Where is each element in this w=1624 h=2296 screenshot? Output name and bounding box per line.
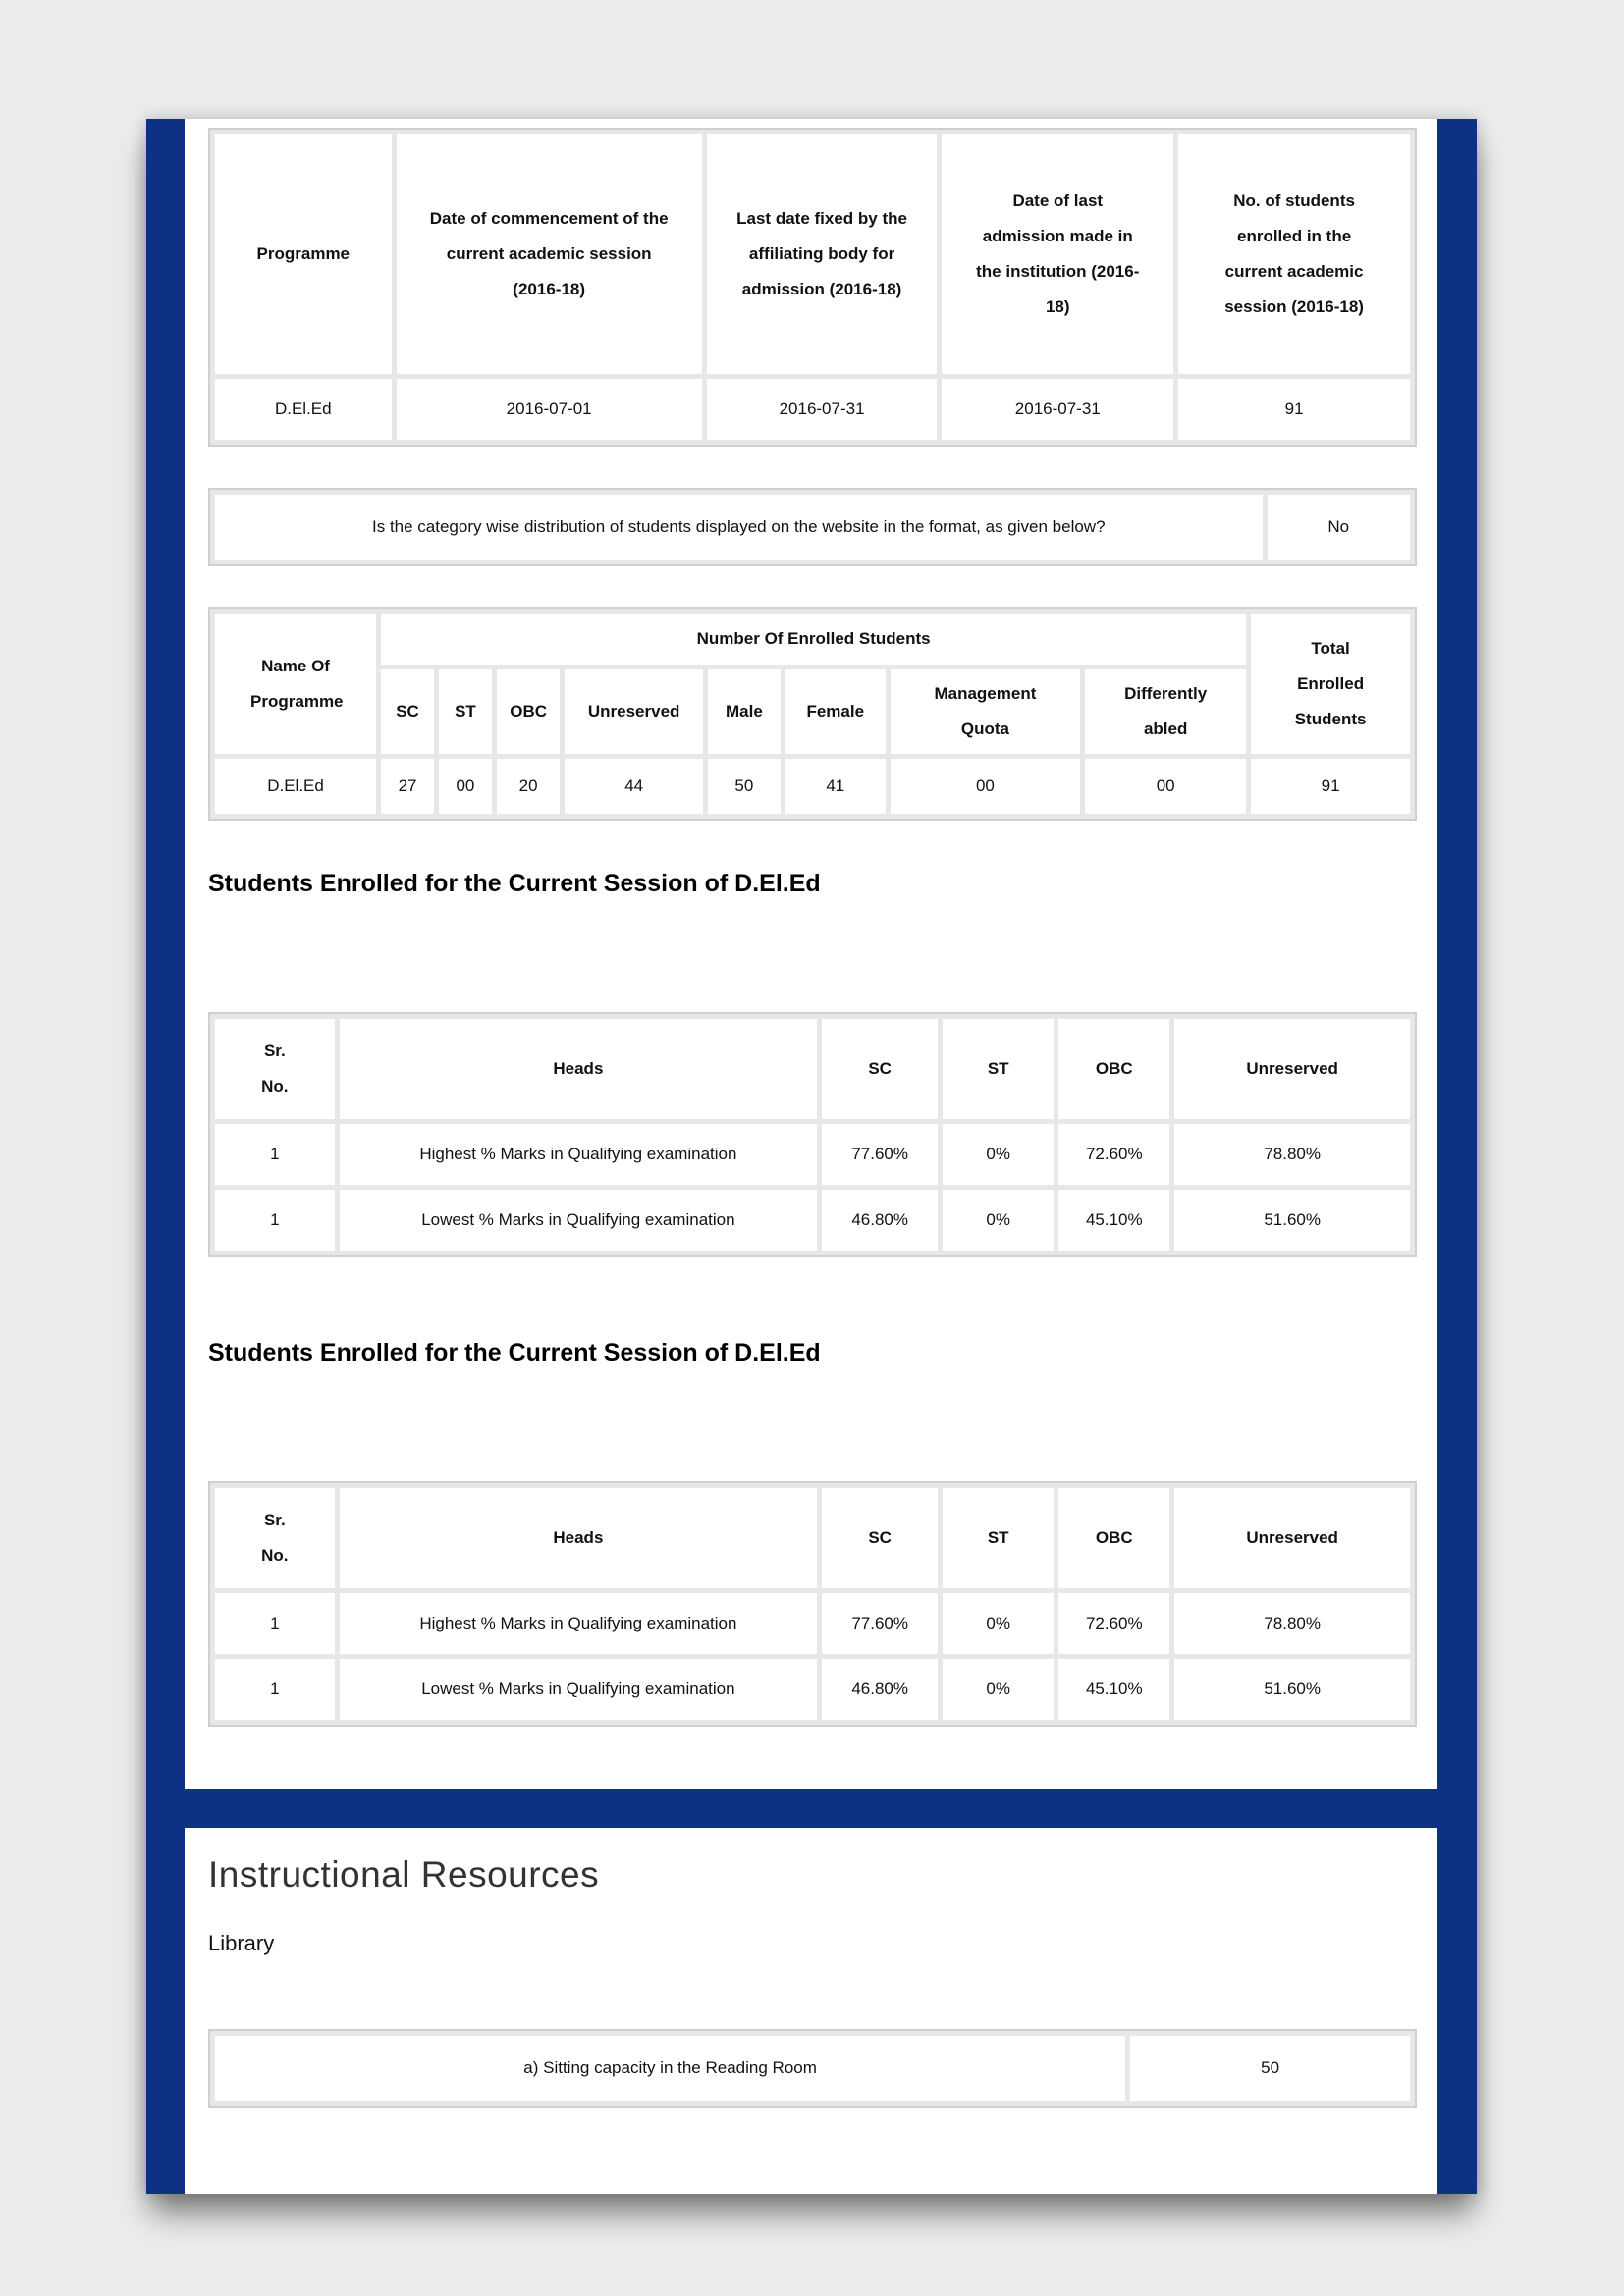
admission-header-row [215,134,1410,374]
enrollment-unreserved: 44 [565,759,703,814]
enrollment-obc: 20 [497,759,560,814]
marks-header-st: ST [943,1019,1054,1119]
marks-header-heads: Heads [340,1488,818,1588]
enrollment-header-unreserved: Unreserved [565,669,703,754]
marks-srno: 1 [215,1124,335,1185]
marks-sc-value: 77.60% [822,1124,938,1185]
marks-header-srno: Sr. No. [215,1019,335,1119]
marks-header-obc: OBC [1058,1488,1169,1588]
admission-programme-value: D.El.Ed [215,379,392,440]
admission-dates-table [208,128,1417,447]
marks-head-label: Highest % Marks in Qualifying examination [340,1593,818,1654]
marks-header-st: ST [943,1488,1054,1588]
question-row [215,495,1410,560]
enrollment-male: 50 [708,759,781,814]
marks-header-sc: SC [822,1019,938,1119]
library-table [208,2029,1417,2108]
marks-obc-value: 72.60% [1058,1593,1169,1654]
marks-unreserved-value: 78.80% [1174,1593,1410,1654]
marks-sc-value: 46.80% [822,1659,938,1720]
marks-unreserved-value: 51.60% [1174,1659,1410,1720]
marks-header-row [215,1488,1410,1588]
marks-st-value: 0% [943,1659,1054,1720]
marks-srno: 1 [215,1190,335,1251]
enrollment-differently-abled: 00 [1085,759,1246,814]
marks-header-obc: OBC [1058,1019,1169,1119]
marks-section-heading-1: Students Enrolled for the Current Session of D.El.Ed [208,870,821,897]
library-subtitle: Library [208,1931,275,1955]
marks-obc-value: 45.10% [1058,1190,1169,1251]
marks-st-value: 0% [943,1593,1054,1654]
marks-head-label: Highest % Marks in Qualifying examination [340,1124,818,1185]
marks-st-value: 0% [943,1190,1054,1251]
enrollment-header-total: Total Enrolled Students [1251,614,1410,754]
enrollment-management-quota: 00 [891,759,1080,814]
marks-unreserved-value: 78.80% [1174,1124,1410,1185]
report-document [146,119,1477,2194]
enrollment-st: 00 [439,759,492,814]
question-answer: No [1268,495,1410,560]
marks-head-label: Lowest % Marks in Qualifying examination [340,1659,818,1720]
enrollment-header-group: Number Of Enrolled Students [381,614,1246,665]
enrollment-programme: D.El.Ed [215,759,376,814]
marks-table-1 [208,1012,1417,1257]
admission-enrolled-count: 91 [1178,379,1410,440]
enrollment-header-name: Name Of Programme [215,614,376,754]
admission-commencement-date: 2016-07-01 [397,379,702,440]
marks-header-unreserved: Unreserved [1174,1019,1410,1119]
marks-st-value: 0% [943,1124,1054,1185]
enrollment-header-management-quota: Management Quota [891,669,1080,754]
marks-sc-value: 46.80% [822,1190,938,1251]
admission-data-row [215,379,1410,440]
website-format-question-bar [208,488,1417,566]
enrollment-header-obc: OBC [497,669,560,754]
admission-header-last-admission: Date of last admission made in the institution (2016-18) [942,134,1173,374]
enrollment-data-row [215,759,1410,814]
admission-last-date-fixed: 2016-07-31 [707,379,938,440]
marks-header-sc: SC [822,1488,938,1588]
marks-header-unreserved: Unreserved [1174,1488,1410,1588]
marks-srno: 1 [215,1659,335,1720]
marks-obc-value: 45.10% [1058,1659,1169,1720]
library-item-value: 50 [1130,2036,1410,2101]
marks-header-row [215,1019,1410,1119]
admission-last-admission-date: 2016-07-31 [942,379,1173,440]
marks-srno: 1 [215,1593,335,1654]
enrollment-sub-header-row [215,669,1410,754]
marks-unreserved-value: 51.60% [1174,1190,1410,1251]
enrollment-header-differently-abled: Differently abled [1085,669,1246,754]
enrollment-header-st: ST [439,669,492,754]
library-row-sitting-capacity [215,2036,1410,2101]
question-text: Is the category wise distribution of students displayed on the website in the format, as given below? [215,495,1263,560]
admission-header-programme: Programme [215,134,392,374]
marks-sc-value: 77.60% [822,1593,938,1654]
marks-header-heads: Heads [340,1019,818,1119]
enrollment-female: 41 [785,759,886,814]
page-divider [146,1789,1477,1828]
marks-row-lowest [215,1659,1410,1720]
enrollment-category-table [208,607,1417,821]
enrollment-header-female: Female [785,669,886,754]
marks-obc-value: 72.60% [1058,1124,1169,1185]
report-page-2 [146,1828,1477,2194]
admission-header-commencement: Date of commencement of the current academic session (2016-18) [397,134,702,374]
marks-row-highest [215,1124,1410,1185]
enrollment-group-header-row [215,614,1410,665]
marks-section-heading-2: Students Enrolled for the Current Session of D.El.Ed [208,1339,821,1366]
admission-header-last-date-fixed: Last date fixed by the affiliating body for admission (2016-18) [707,134,938,374]
enrollment-header-sc: SC [381,669,434,754]
marks-head-label: Lowest % Marks in Qualifying examination [340,1190,818,1251]
instructional-resources-title: Instructional Resources [208,1854,600,1895]
admission-header-students-enrolled: No. of students enrolled in the current academic session (2016-18) [1178,134,1410,374]
enrollment-sc: 27 [381,759,434,814]
enrollment-total: 91 [1251,759,1410,814]
enrollment-header-male: Male [708,669,781,754]
marks-header-srno: Sr. No. [215,1488,335,1588]
marks-table-2 [208,1481,1417,1727]
marks-row-highest [215,1593,1410,1654]
library-item-label: a) Sitting capacity in the Reading Room [215,2036,1125,2101]
report-page-1 [146,119,1477,1789]
marks-row-lowest [215,1190,1410,1251]
